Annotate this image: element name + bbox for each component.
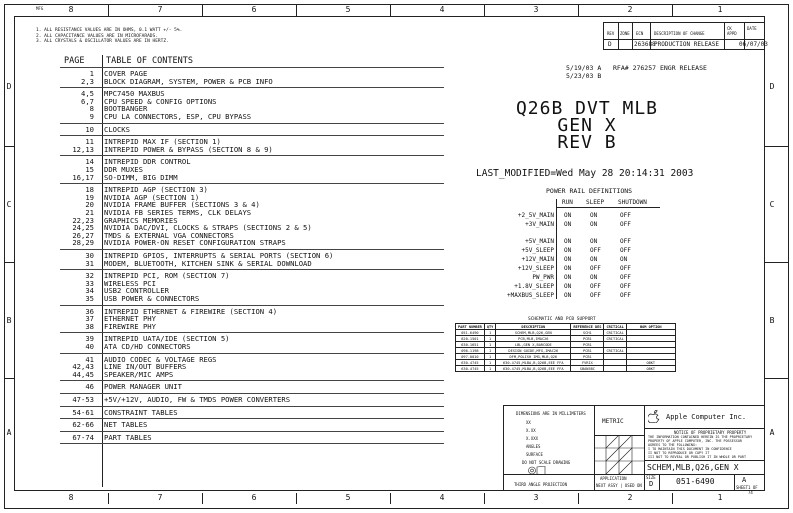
toc-title: ATA CD/HD CONNECTORS <box>104 342 191 351</box>
zone-label: 1 <box>717 493 723 502</box>
support-cell: 1 <box>484 366 496 372</box>
toc-page: 39 <box>85 334 94 344</box>
zone-label: 4 <box>439 493 445 502</box>
rail-state: OFF <box>620 221 631 228</box>
toc-page: 14 <box>85 157 94 167</box>
toc-page: 62-66 <box>72 420 94 430</box>
rail-state: ON <box>590 274 598 281</box>
rail-state: ON <box>564 292 572 299</box>
support-cell: PCB,MLB,IMAC26 <box>496 336 571 342</box>
main-title <box>462 100 712 151</box>
toc-title: SPEAKER/MIC AMPS <box>104 369 174 379</box>
rail-state: ON <box>564 274 572 281</box>
notice-line: PROPERTY OF APPLE COMPUTER, INC. THE POSSESSOR <box>648 439 742 443</box>
toc-page: 32 <box>85 271 94 281</box>
toc-page: 31 <box>85 258 94 268</box>
zone-label: 5 <box>345 5 351 14</box>
rev-value: D <box>608 41 612 48</box>
notice-title: NOTICE OF PROPRIETARY PROPERTY <box>674 430 747 435</box>
zone-label: A <box>6 428 12 437</box>
toc-title: NET TABLES <box>104 420 148 430</box>
zone-label: 2 <box>627 493 633 502</box>
toc-page: 16,17 <box>72 172 94 182</box>
support-cell: LBL,GEN X,BARCODE <box>496 342 571 348</box>
toc-page: 54-61 <box>72 407 94 417</box>
toc-page: 12,13 <box>72 144 94 154</box>
rail-state: OFF <box>620 265 631 272</box>
zone-label: 6 <box>251 5 257 14</box>
toc-page: 15 <box>85 165 94 174</box>
support-cell: 630-4745 <box>456 366 485 372</box>
toc-page: 11 <box>85 137 94 147</box>
toc-page: 4,5 <box>81 89 94 99</box>
col-sleep: SLEEP <box>586 199 605 206</box>
support-cell: PCB1 <box>571 348 604 354</box>
toc-page: 26,27 <box>72 230 94 240</box>
tb-label: DO NOT SCALE DRAWING <box>522 460 571 465</box>
release-text: RFA# 276257 ENGR RELEASE <box>613 64 707 72</box>
rail-state: ON <box>590 212 598 219</box>
rail-state: ON <box>590 256 598 263</box>
main-title-line: REV B <box>557 132 617 153</box>
note-line: 1. ALL RESISTANCE VALUES ARE IN OHMS, 0.1 WATT +/- 5%. <box>36 28 183 33</box>
third-angle-projection-icon <box>528 466 546 475</box>
tb-label: DIMENSIONS ARE IN MILLIMETERS <box>516 411 586 416</box>
support-cell: PCB1 <box>571 354 604 360</box>
toc-page: 19 <box>85 192 94 202</box>
note-line: 2. ALL CAPACITANCE VALUES ARE IN MICROFARADS. <box>36 33 158 39</box>
support-cell: SCHEM,MLB,Q26,GEN <box>496 330 571 336</box>
toc-title: CPU LA CONNECTORS, ESP, CPU BYPASS <box>104 112 252 121</box>
rail-state: OFF <box>620 274 631 281</box>
support-cell: 1 <box>484 360 496 366</box>
toc-title: MPC7450 MAXBUS <box>104 89 165 99</box>
rail-name: +5V_SLEEP <box>521 247 554 254</box>
rail-state: ON <box>620 256 628 263</box>
toc-title: SO-DIMM, BIG DIMM <box>104 172 178 182</box>
rail-name: +12V_SLEEP <box>517 265 554 272</box>
rail-name: +5V_MAIN <box>525 238 554 245</box>
support-cell: PCB1 <box>571 342 604 348</box>
toc-title: PART TABLES <box>104 432 152 442</box>
description-value: PRODUCTION RELEASE <box>654 41 720 48</box>
toc-page: 47-53 <box>72 395 94 404</box>
toc-title: NVIDIA DAC/DVI, CLOCKS & STRAPS (SECTIONS 2 & 5) <box>104 223 312 233</box>
toc-page: 67-74 <box>72 432 94 442</box>
toc-title: BOOTBANGER <box>104 104 148 114</box>
support-cell: 1 <box>484 342 496 348</box>
toc-page: 41 <box>85 354 94 364</box>
toc-title: NVIDIA FB SERIES TERMS, CLK DELAYS <box>104 208 252 217</box>
zone-label: D <box>769 82 775 91</box>
release-rev: A <box>597 64 602 72</box>
toc-page: 46 <box>85 382 94 392</box>
zone-label: B <box>769 316 775 325</box>
rev-header: REV <box>607 31 615 36</box>
th: QTY <box>484 324 496 330</box>
notice-line: THE INFORMATION CONTAINED HEREIN IS THE PROPRIETARY <box>648 435 753 439</box>
toc-page: 20 <box>85 200 94 210</box>
toc-title: NVIDIA AGP (SECTION 1) <box>104 192 200 202</box>
ecn-header: ECN <box>636 31 644 36</box>
toc-title: CONSTRAINT TABLES <box>104 407 178 417</box>
toc-page: 18 <box>85 185 94 195</box>
release-rev: B <box>597 72 602 80</box>
title-block <box>503 405 765 495</box>
toc-page: 35 <box>85 294 94 303</box>
support-cell: 630-4745,MLBA,B,Q26B,EEE FFA <box>496 360 571 366</box>
toc-title: USB2 CONTROLLER <box>104 286 169 296</box>
support-cell: DESIGN GUIDE,MFG,IMAC26 <box>496 348 571 354</box>
revision-block <box>603 22 768 50</box>
zone-label: 4 <box>439 5 445 14</box>
rail-state: OFF <box>590 292 601 299</box>
support-cell: FVRIX <box>571 360 604 366</box>
support-cell: 630-4745 <box>456 360 485 366</box>
zone-label: 3 <box>533 493 539 502</box>
tb-label: THIRD ANGLE PROJECTION <box>514 482 567 487</box>
col-shutdown: SHUTDOWN <box>618 199 647 206</box>
col-run: RUN <box>562 199 573 206</box>
drawing-title: SCHEM,MLB,Q26,GEN X <box>647 463 739 472</box>
support-cell: 096-1198 <box>456 348 485 354</box>
support-cell: 1 <box>484 336 496 342</box>
rail-state: ON <box>564 212 572 219</box>
rail-state: OFF <box>620 283 631 290</box>
toc-page: 22,23 <box>72 215 94 225</box>
toc-page: 24,25 <box>72 223 94 233</box>
zone-label: C <box>6 200 12 209</box>
support-cell: 1 <box>484 354 496 360</box>
notice-text <box>648 435 763 459</box>
corner-label: MFG <box>36 6 44 11</box>
toc-title: INTREPID GPIOS, INTERRUPTS & SERIAL PORTS (SECTION 6) <box>104 251 334 260</box>
toc-page: 2,3 <box>81 76 94 86</box>
support-cell: 630-4745,MLBA,B,Q26B,EEE FFA <box>496 366 571 372</box>
date-value: 06/07/03 <box>739 41 768 48</box>
support-row <box>456 366 676 372</box>
last-modified: LAST_MODIFIED=Wed May 28 20:14:31 2003 <box>476 168 694 179</box>
rail-name: PW_PWR <box>532 274 554 281</box>
zone-label: A <box>769 428 775 437</box>
rail-state: ON <box>590 221 598 228</box>
ecn-value: 263688 <box>634 41 656 48</box>
zone-label: 8 <box>68 493 74 502</box>
zone-label: 7 <box>157 493 163 502</box>
rail-name: +3V_MAIN <box>525 221 554 228</box>
th: BOM OPTION <box>626 324 675 330</box>
th: PART NUMBER <box>456 324 485 330</box>
notice-line: III NOT TO REVEAL OR PUBLISH IT IN WHOLE OR PART <box>648 455 746 459</box>
support-cell: 097-0010 <box>456 354 485 360</box>
tb-label: XX <box>526 420 531 425</box>
toc-page: 1 <box>89 69 94 78</box>
tb-label: SURFACE <box>526 452 543 457</box>
toc-title: TMDS & EXTERNAL VGA CONNECTORS <box>104 230 234 240</box>
rail-state: ON <box>564 238 572 245</box>
toc-title: ETHERNET PHY <box>104 314 156 324</box>
general-notes <box>36 28 182 45</box>
toc-page: 37 <box>85 314 94 324</box>
toc-title: +5V/+12V, AUDIO, FW & TMDS POWER CONVERTERS <box>104 395 291 404</box>
toc-page: 30 <box>85 251 94 260</box>
toc-page: 42,43 <box>72 362 94 372</box>
support-table-title: SCHEMATIC AND PCB SUPPORT <box>528 317 596 322</box>
note-line: 3. ALL CRYSTALS & OSCILLATOR VALUES ARE IN HERTZ. <box>36 39 169 44</box>
rail-state: OFF <box>620 247 631 254</box>
toc-header-title: TABLE OF CONTENTS <box>106 56 193 66</box>
zone-label: 3 <box>533 5 539 14</box>
rail-state: ON <box>564 283 572 290</box>
description-header: DESCRIPTION OF CHANGE <box>654 31 705 36</box>
th: DESCRIPTION <box>496 324 571 330</box>
toc-title: POWER MANAGER UNIT <box>104 382 182 392</box>
toc-title: INTREPID UATA/IDE (SECTION 5) <box>104 334 230 344</box>
zone-label: C <box>769 200 775 209</box>
support-cell: SCH1 <box>571 330 604 336</box>
rail-state: OFF <box>620 212 631 219</box>
toc-page: 34 <box>85 286 94 296</box>
rail-state: OFF <box>620 238 631 245</box>
support-cell: CRITICAL <box>604 336 626 342</box>
support-cell: PCB1 <box>571 336 604 342</box>
support-cell: SBAN5BC <box>571 366 604 372</box>
tb-label: X.XX <box>526 428 536 433</box>
main-title-line: GEN X <box>557 115 617 136</box>
rail-state: ON <box>564 265 572 272</box>
size-label: SIZE <box>646 475 656 480</box>
toc-page: 6,7 <box>81 96 94 106</box>
drawing-number: 051-6490 <box>676 477 715 486</box>
sheet-value: 1 OF 74 <box>748 485 758 495</box>
zone-label: 1 <box>717 5 723 14</box>
support-cell: CRITICAL <box>604 348 626 354</box>
ck-appd-header: CK APPD <box>727 26 737 36</box>
notice-line: AGREES TO THE FOLLOWING: <box>648 443 697 447</box>
rail-state: OFF <box>590 283 601 290</box>
toc-page: 10 <box>85 124 94 134</box>
toc-title: INTREPID MAX IF (SECTION 1) <box>104 137 221 147</box>
toc-title: WIRELESS PCI <box>104 278 156 288</box>
toc-page: 40 <box>85 342 94 351</box>
toc-page: 9 <box>89 112 94 121</box>
toc-title: CLOCKS <box>104 124 130 134</box>
toc-page: 33 <box>85 278 94 288</box>
release-date: 5/19/03 <box>566 64 594 72</box>
company-name: Apple Computer Inc. <box>666 413 747 421</box>
toc-title: INTREPID POWER & BYPASS (SECTION 8 & 9) <box>104 144 273 154</box>
apple-logo-icon <box>648 410 660 423</box>
support-cell: 1 <box>484 330 496 336</box>
toc-title: USB POWER & CONNECTORS <box>104 294 200 303</box>
zone-label: B <box>6 316 12 325</box>
zone-header: ZONE <box>620 31 630 36</box>
rail-name: +MAXBUS_SLEEP <box>507 292 554 299</box>
toc-title: INTREPID AGP (SECTION 3) <box>104 185 208 195</box>
sheet-label: SHEET <box>736 485 749 490</box>
toc-page: 44,45 <box>72 369 94 379</box>
rail-state: ON <box>590 238 598 245</box>
application-row: NEXT ASSY | USED ON <box>596 483 642 488</box>
support-cell: OBKT <box>626 360 675 366</box>
rail-state: ON <box>564 221 572 228</box>
rail-state: ON <box>564 247 572 254</box>
toc-page: 8 <box>89 104 94 114</box>
application-label: APPLICATION <box>600 476 627 481</box>
toc-page: 21 <box>85 208 94 217</box>
notice-line: II NOT TO REPRODUCE OR COPY IT <box>648 451 710 455</box>
tb-label: X.XXX <box>526 436 539 441</box>
toc-page: 36 <box>85 306 94 316</box>
rail-name: +2_5V_MAIN <box>517 212 554 219</box>
support-table <box>455 323 676 372</box>
toc-title: INTREPID ETHERNET & FIREWIRE (SECTION 4) <box>104 306 278 316</box>
rail-state: OFF <box>620 292 631 299</box>
toc-title: INTREPID PCI, ROM (SECTION 7) <box>104 271 230 281</box>
toc-header-page: PAGE <box>64 56 85 66</box>
zone-col-left <box>4 16 14 491</box>
zone-col-right <box>767 16 777 491</box>
zone-label: 5 <box>345 493 351 502</box>
toc-title: LINE IN/OUT BUFFERS <box>104 362 187 372</box>
toc-title: COVER PAGE <box>104 69 148 78</box>
release-history <box>566 64 707 80</box>
zone-label: 8 <box>68 5 74 14</box>
toc-title: MODEM, BLUETOOTH, KITCHEN SINK & SERIAL DOWNLOAD <box>104 258 312 268</box>
toc-title: DDR MUXES <box>104 165 143 174</box>
rail-state: ON <box>564 256 572 263</box>
support-cell: CRITICAL <box>604 330 626 336</box>
toc-title: FIREWIRE PHY <box>104 321 156 331</box>
size-value: D <box>649 480 654 488</box>
zone-label: 6 <box>251 493 257 502</box>
support-cell <box>604 366 626 372</box>
zone-label: 2 <box>627 5 633 14</box>
th: CRITICAL <box>604 324 626 330</box>
toc-title: AUDIO CODEC & VOLTAGE REGS <box>104 354 217 364</box>
notice-line: I TO MAINTAIN THIS DOCUMENT IN CONFIDENCE <box>648 447 732 451</box>
zone-label: 7 <box>157 5 163 14</box>
rail-state: OFF <box>590 265 601 272</box>
approval-grid <box>594 435 644 474</box>
date-header: DATE <box>747 26 757 31</box>
support-cell: 820-1501 <box>456 336 485 342</box>
release-date: 5/23/03 <box>566 72 594 80</box>
rail-name: +12V_MAIN <box>521 256 554 263</box>
toc-page: 38 <box>85 321 94 331</box>
support-cell: DFM,POLISH IMG,MLB,Q26 <box>496 354 571 360</box>
toc-title: INTREPID DDR CONTROL <box>104 157 191 167</box>
toc-title: NVIDIA FRAME BUFFER (SECTIONS 3 & 4) <box>104 200 260 210</box>
drawing-rev: A <box>742 476 747 484</box>
toc-title: CPU SPEED & CONFIG OPTIONS <box>104 96 217 106</box>
support-cell: 051-6490 <box>456 330 485 336</box>
metric-label: METRIC <box>602 418 624 425</box>
support-cell: OBKT <box>626 366 675 372</box>
main-title-line: Q26B DVT MLB <box>515 98 659 119</box>
zone-label: D <box>6 82 12 91</box>
th: REFERENCE DES <box>571 324 604 330</box>
toc-title: BLOCK DIAGRAM, SYSTEM, POWER & PCB INFO <box>104 76 273 86</box>
power-rail-title: POWER RAIL DEFINITIONS <box>546 187 633 195</box>
rail-state: OFF <box>590 247 601 254</box>
support-cell: 630-1651 <box>456 342 485 348</box>
tb-label: ANGLES <box>526 444 541 449</box>
rail-name: +1.8V_SLEEP <box>514 283 554 290</box>
toc-page: 28,29 <box>72 238 94 248</box>
toc-title: NVIDIA POWER-ON RESET CONFIGURATION STRAPS <box>104 238 286 248</box>
support-cell: 1 <box>484 348 496 354</box>
toc-title: GRAPHICS MEMORIES <box>104 215 178 225</box>
